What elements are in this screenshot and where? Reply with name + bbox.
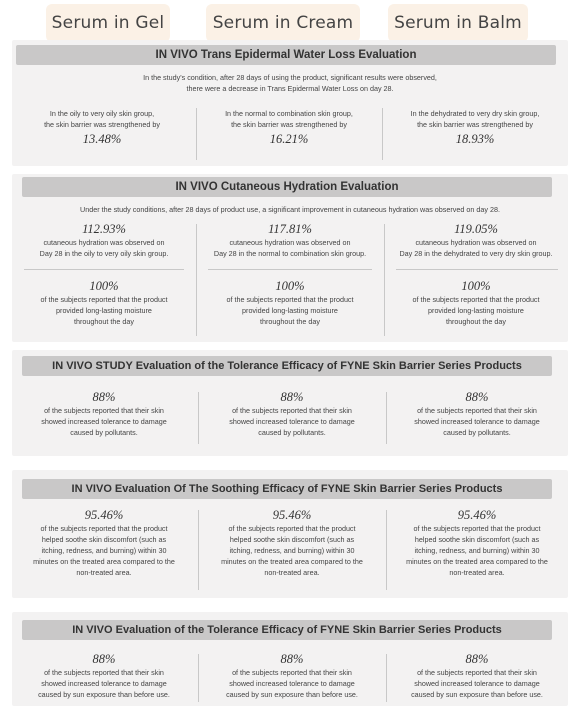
column-divider <box>196 224 197 336</box>
result-text: minutes on the treated area compared to the <box>33 557 175 566</box>
hydration-column-normal <box>200 222 380 259</box>
result-text: minutes on the treated area compared to the <box>406 557 548 566</box>
section-intro <box>22 72 558 94</box>
result-text: of the subjects reported that the product <box>40 295 168 304</box>
result-text: Day 28 in the oily to very oily skin group. <box>39 249 169 258</box>
result-value: 88% <box>280 652 304 666</box>
result-text: showed increased tolerance to damage <box>41 679 167 688</box>
result-text: itching, redness, and burning) within 30 <box>229 546 355 555</box>
tewl-section <box>12 40 568 166</box>
section-title: IN VIVO Cutaneous Hydration Evaluation <box>22 177 552 197</box>
result-text: of the subjects reported that their skin <box>232 668 352 677</box>
result-text: In the normal to combination skin group, <box>225 109 353 118</box>
result-column-dry <box>385 108 565 147</box>
result-value: 112.93% <box>82 222 126 236</box>
sun-column-1 <box>14 652 194 700</box>
column-divider <box>386 510 387 590</box>
result-text: caused by sun exposure than before use. <box>226 690 358 699</box>
column-divider <box>198 392 199 444</box>
result-text: of the subjects reported that their skin <box>44 406 164 415</box>
column-divider <box>386 654 387 702</box>
result-text: Day 28 in the normal to combination skin group. <box>213 249 367 258</box>
result-value: 100% <box>275 279 305 293</box>
result-text: caused by pollutants. <box>258 428 326 437</box>
column-divider <box>384 224 385 336</box>
result-text: helped soothe skin discomfort (such as <box>229 535 355 544</box>
section-title: IN VIVO Evaluation of the Tolerance Efficacy of FYNE Skin Barrier Series Products <box>22 620 552 640</box>
tolerance-column-3 <box>388 390 566 438</box>
tolerance-column-1 <box>16 390 192 438</box>
result-text: the skin barrier was strengthened by <box>231 120 347 129</box>
result-value: 88% <box>92 390 116 404</box>
tab-serum-in-cream[interactable]: Serum in Cream <box>206 4 360 42</box>
result-value: 88% <box>280 390 304 404</box>
section-title: IN VIVO Trans Epidermal Water Loss Evaluation <box>16 45 556 65</box>
result-text: caused by sun exposure than before use. <box>411 690 543 699</box>
result-text: showed increased tolerance to damage <box>414 679 540 688</box>
row-divider <box>208 269 372 270</box>
column-divider <box>196 108 197 160</box>
result-text: of the subjects reported that their skin <box>44 668 164 677</box>
result-text: caused by sun exposure than before use. <box>38 690 170 699</box>
row-divider <box>24 269 184 270</box>
result-column-oily <box>12 108 192 147</box>
tolerance-column-2 <box>202 390 382 438</box>
result-text: itching, redness, and burning) within 30 <box>414 546 540 555</box>
result-value: 88% <box>465 652 489 666</box>
result-value: 88% <box>92 652 116 666</box>
result-text: non-treated area. <box>76 568 132 577</box>
result-text: of the subjects reported that the product <box>228 524 356 533</box>
result-value: 117.81% <box>268 222 312 236</box>
moisture-column-dry <box>386 279 566 327</box>
result-text: cutaneous hydration was observed on <box>43 238 165 247</box>
result-text: helped soothe skin discomfort (such as <box>414 535 540 544</box>
result-text: In the dehydrated to very dry skin group, <box>410 109 540 118</box>
result-text: of the subjects reported that their skin <box>417 406 537 415</box>
result-text: In the oily to very oily skin group, <box>49 109 155 118</box>
hydration-column-oily <box>16 222 192 259</box>
intro-line: there were a decrease in Trans Epidermal Water Loss on day 28. <box>186 84 394 93</box>
intro-line: In the study's condition, after 28 days of using the product, significant results were observed, <box>143 73 437 82</box>
result-text: provided long-lasting moisture <box>56 306 152 315</box>
result-text: the skin barrier was strengthened by <box>417 120 533 129</box>
tolerance-pollutants-section <box>12 350 568 456</box>
hydration-section <box>12 174 568 342</box>
result-value: 88% <box>465 390 489 404</box>
soothing-column-2 <box>202 508 382 578</box>
result-text: of the subjects reported that their skin <box>417 668 537 677</box>
result-text: the skin barrier was strengthened by <box>44 120 160 129</box>
section-title: IN VIVO Evaluation Of The Soothing Efficacy of FYNE Skin Barrier Series Products <box>22 479 552 499</box>
result-value: 13.48% <box>82 132 122 146</box>
result-column-normal <box>199 108 379 147</box>
result-text: showed increased tolerance to damage <box>414 417 540 426</box>
result-text: Day 28 in the dehydrated to very dry skin group. <box>399 249 553 258</box>
result-text: itching, redness, and burning) within 30 <box>41 546 167 555</box>
sun-column-2 <box>202 652 382 700</box>
sun-column-3 <box>388 652 566 700</box>
result-text: minutes on the treated area compared to the <box>221 557 363 566</box>
result-text: of the subjects reported that the product <box>412 295 540 304</box>
result-value: 100% <box>461 279 491 293</box>
result-text: of the subjects reported that the product <box>226 295 354 304</box>
result-value: 95.46% <box>457 508 497 522</box>
result-text: non-treated area. <box>449 568 505 577</box>
result-text: cutaneous hydration was observed on <box>415 238 537 247</box>
result-value: 119.05% <box>454 222 498 236</box>
result-text: cutaneous hydration was observed on <box>229 238 351 247</box>
result-text: of the subjects reported that the product <box>40 524 168 533</box>
column-divider <box>382 108 383 160</box>
result-text: showed increased tolerance to damage <box>229 679 355 688</box>
row-divider <box>396 269 558 270</box>
moisture-column-normal <box>200 279 380 327</box>
column-divider <box>198 510 199 590</box>
result-text: provided long-lasting moisture <box>242 306 338 315</box>
result-text: helped soothe skin discomfort (such as <box>41 535 167 544</box>
moisture-column-oily <box>16 279 192 327</box>
result-text: showed increased tolerance to damage <box>41 417 167 426</box>
hydration-column-dry <box>386 222 566 259</box>
result-value: 100% <box>89 279 119 293</box>
result-text: of the subjects reported that the product <box>413 524 541 533</box>
section-title: IN VIVO STUDY Evaluation of the Tolerance Efficacy of FYNE Skin Barrier Series Products <box>22 356 552 376</box>
result-text: non-treated area. <box>264 568 320 577</box>
result-text: throughout the day <box>260 317 320 326</box>
result-text: provided long-lasting moisture <box>428 306 524 315</box>
result-text: throughout the day <box>446 317 506 326</box>
result-text: caused by pollutants. <box>443 428 511 437</box>
result-value: 95.46% <box>84 508 124 522</box>
result-value: 16.21% <box>269 132 309 146</box>
tab-serum-in-balm[interactable]: Serum in Balm <box>388 4 528 42</box>
tolerance-sun-section <box>12 612 568 706</box>
soothing-section <box>12 470 568 598</box>
result-value: 95.46% <box>272 508 312 522</box>
column-divider <box>386 392 387 444</box>
result-text: caused by pollutants. <box>70 428 138 437</box>
result-text: throughout the day <box>74 317 134 326</box>
result-value: 18.93% <box>455 132 495 146</box>
soothing-column-3 <box>388 508 566 578</box>
section-intro: Under the study conditions, after 28 days of product use, a significant improvement in cutaneous hydration was observed on day 28. <box>80 205 500 214</box>
column-divider <box>198 654 199 702</box>
tab-serum-in-gel[interactable]: Serum in Gel <box>46 4 170 42</box>
soothing-column-1 <box>14 508 194 578</box>
product-tabs <box>0 0 580 40</box>
result-text: showed increased tolerance to damage <box>229 417 355 426</box>
result-text: of the subjects reported that their skin <box>232 406 352 415</box>
